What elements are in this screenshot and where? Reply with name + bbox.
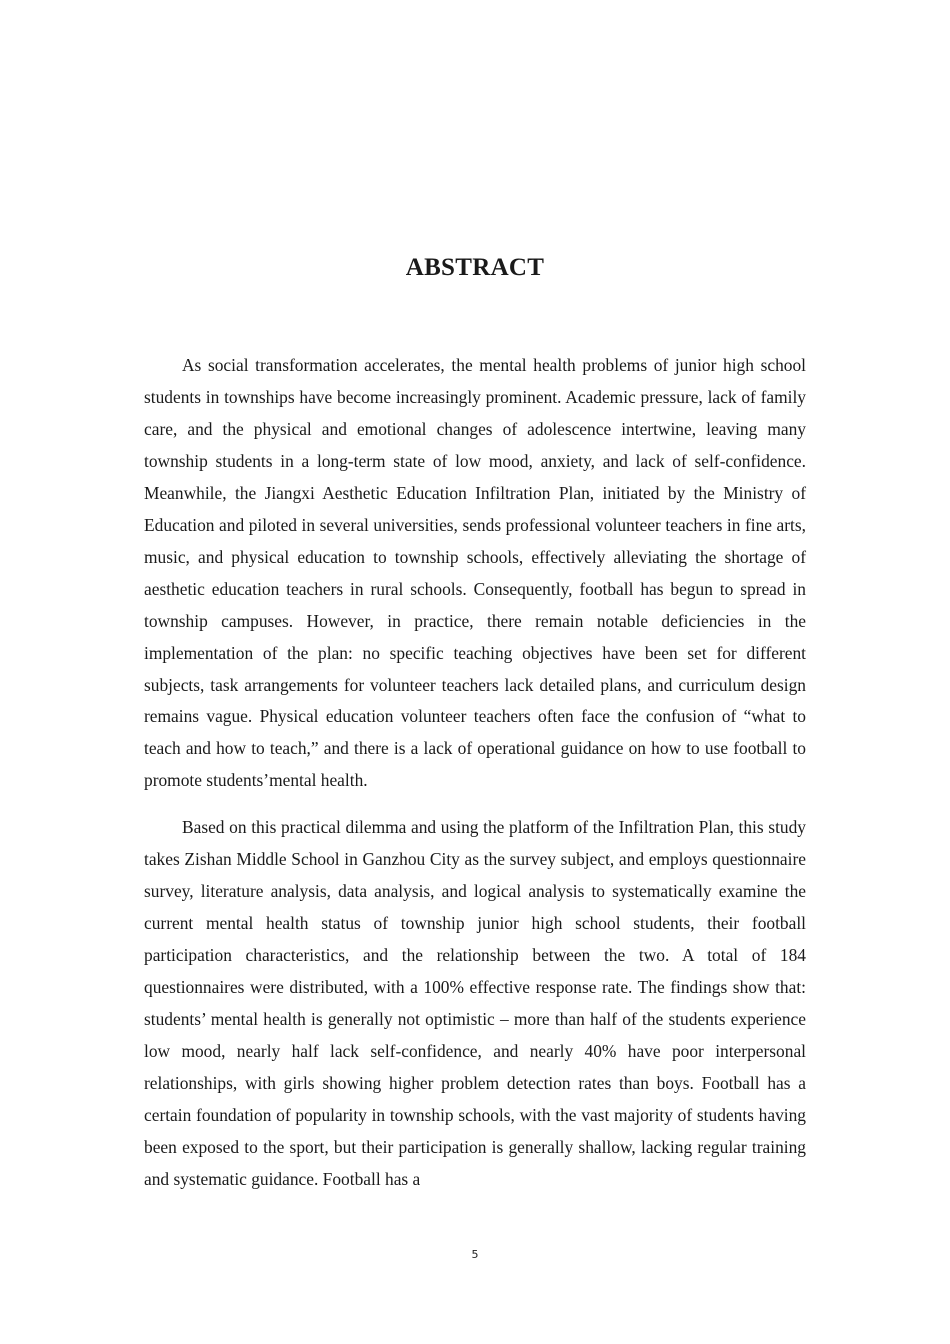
abstract-paragraph-1: As social transformation accelerates, the mental health problems of junior high school students in townships have become increasingly prominent. Academic pressure, lack of family care, and the physical and emotional changes of adolescence intertwine, leaving many township students in a long-term state of low mood, anxiety, and lack of self-confidence. Meanwhile, the Jiangxi Aesthetic Education Infiltration Plan, initiated by the Ministry of Education and piloted in several universities, sends professional volunteer teachers in fine arts, music, and physical education to township schools, effectively alleviating the shortage of aesthetic education teachers in rural schools. Consequently, football has begun to spread in township campuses. However, in practice, there remain notable deficiencies in the implementation of the plan: no specific teaching objectives have been set for different subjects, task arrangements for volunteer teachers lack detailed plans, and curriculum design remains vague. Physical education volunteer teachers often face the confusion of “what to teach and how to teach,” and there is a lack of operational guidance on how to use football to promote students’mental health.	[144, 355, 806, 791]
abstract-paragraph-2: Based on this practical dilemma and using the platform of the Infiltration Plan, this study takes Zishan Middle School in Ganzhou City as the survey subject, and employs questionnaire survey, literature analysis, data analysis, and logical analysis to systematically examine the current mental health status of township junior high school students, their football participation characteristics, and the relationship between the two. A total of 184 questionnaires were distributed, with a 100% effective response rate. The findings show that: students’ mental health is generally not optimistic – more than half of the students experience low mood, nearly half lack self-confidence, and nearly 40% have poor interpersonal relationships, with girls showing higher problem detection rates than boys. Football has a certain foundation of popularity in township schools, with the vast majority of students having been exposed to the sport, but their participation is generally shallow, lacking regular training and systematic guidance. Football has a	[144, 817, 806, 1189]
abstract-body	[144, 350, 806, 1211]
page-number: 5	[471, 1248, 479, 1261]
abstract-title: ABSTRACT	[405, 254, 545, 281]
